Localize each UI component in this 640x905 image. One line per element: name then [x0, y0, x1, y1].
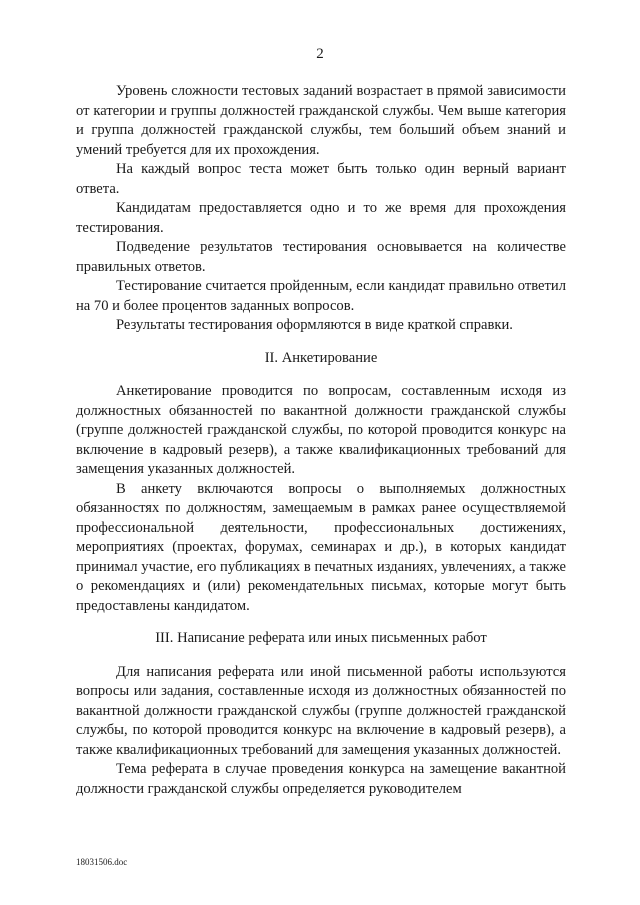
paragraph: На каждый вопрос теста может быть только один верный вариант ответа. — [76, 161, 566, 197]
paragraph: Результаты тестирования оформляются в виде краткой справки. — [116, 317, 513, 333]
section-heading: II. Анкетирование — [264, 349, 378, 366]
document-body — [76, 82, 566, 799]
paragraph: Кандидатам предоставляется одно и то же время для прохождения тестирования. — [76, 200, 566, 236]
section-heading: III. Написание реферата или иных письменных работ — [155, 630, 487, 646]
paragraph: Тема реферата в случае проведения конкурса на замещение вакантной должности гражданской службы определяется руководителем — [76, 761, 566, 797]
paragraph: Подведение результатов тестирования основывается на количестве правильных ответов. — [76, 239, 566, 275]
paragraph: В анкету включаются вопросы о выполняемых должностных обязанностях по должностям, замещаемым в рамках ранее осуществляемой профессиональной деятельности, профессиональных достижениях, мероприятиях (проектах, форумах, семинарах и др.), в которых кандидат принимал участие, его публикациях в печатных изданиях, увлечениях, а также о рекомендациях и (или) рекомендательных письмах, которые могут быть предоставлены кандидатом. — [76, 480, 566, 614]
paragraph: Анкетирование проводится по вопросам, составленным исходя из должностных обязанностей по вакантной должности гражданской службы (группе должностей гражданской службы, по которой проводится конкурс на включение в кадровый резерв), а также квалификационных требований для замещения указанных должностей. — [76, 383, 566, 477]
paragraph: Для написания реферата или иной письменной работы используются вопросы или задания, составленные исходя из должностных обязанностей по вакантной должности гражданской службы (группе должностей гражданской службы, по которой проводится конкурс на включение в кадровый резерв), а также квалификационных требований для замещения указанных должностей. — [76, 663, 566, 758]
page-number: 2 — [316, 46, 324, 62]
paragraph: Тестирование считается пройденным, если кандидат правильно ответил на 70 и более процентов заданных вопросов. — [76, 278, 566, 314]
footer-filename: 18031506.doc — [76, 857, 128, 867]
paragraph: Уровень сложности тестовых заданий возрастает в прямой зависимости от категории и группы должностей гражданской службы. Чем выше категория и группа должностей гражданской службы, тем больший объем знаний и умений требуется для их прохождения. — [76, 83, 566, 158]
